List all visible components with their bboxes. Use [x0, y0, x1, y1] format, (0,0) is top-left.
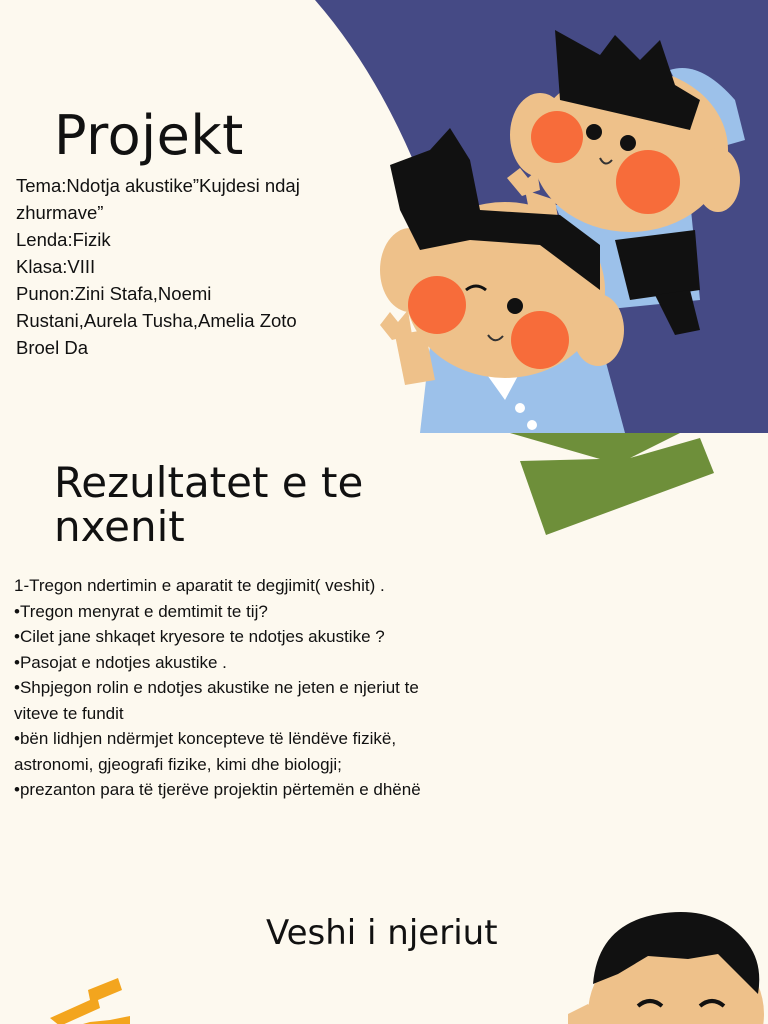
slide-rezultatet [0, 433, 768, 853]
info-line: Klasa:VIII [16, 256, 96, 277]
list-item: •Pasojat e ndotjes akustike . [14, 652, 227, 672]
list-item: viteve te fundit [14, 703, 124, 723]
cartoon-boy-illustration [568, 904, 768, 1024]
page-title: Projekt [54, 104, 244, 167]
list-item: •prezanton para të tjerëve projektin përtemën e dhënë [14, 780, 421, 799]
section-title [54, 458, 434, 551]
info-line: Tema:Ndotja akustike”Kujdesi ndaj [16, 175, 300, 196]
project-info [16, 172, 346, 361]
list-item: •Shpjegon rolin e ndotjes akustike ne jeten e njeriut te [14, 678, 419, 697]
section-title-line: Rezultatet e te [54, 458, 364, 507]
list-item: •bën lidhjen ndërmjet koncepteve të lëndëve fizikë, [14, 729, 397, 748]
list-item: 1-Tregon ndertimin e aparatit te degjimit( veshit) . [14, 576, 385, 595]
list-item: astronomi, gjeografi fizike, kimi dhe biologji; [14, 754, 342, 774]
slide-projekt [0, 0, 768, 433]
info-line: zhurmave” [16, 202, 104, 223]
list-item: •Cilet jane shkaqet kryesore te ndotjes akustike ? [14, 627, 385, 646]
learning-outcomes-list [14, 573, 464, 803]
list-item: •Tregon menyrat e demtimit te tij? [14, 601, 268, 621]
section-title: Veshi i njeriut [266, 913, 498, 953]
info-line: Lenda:Fizik [16, 229, 111, 250]
info-line: Broel Da [16, 337, 88, 358]
orange-lightning-shape [20, 978, 140, 1024]
info-line: Punon:Zini Stafa,Noemi [16, 283, 212, 304]
info-line: Rustani,Aurela Tusha,Amelia Zoto [16, 310, 297, 331]
section-title-line: nxenit [54, 502, 185, 551]
slide-veshi [0, 853, 768, 1024]
